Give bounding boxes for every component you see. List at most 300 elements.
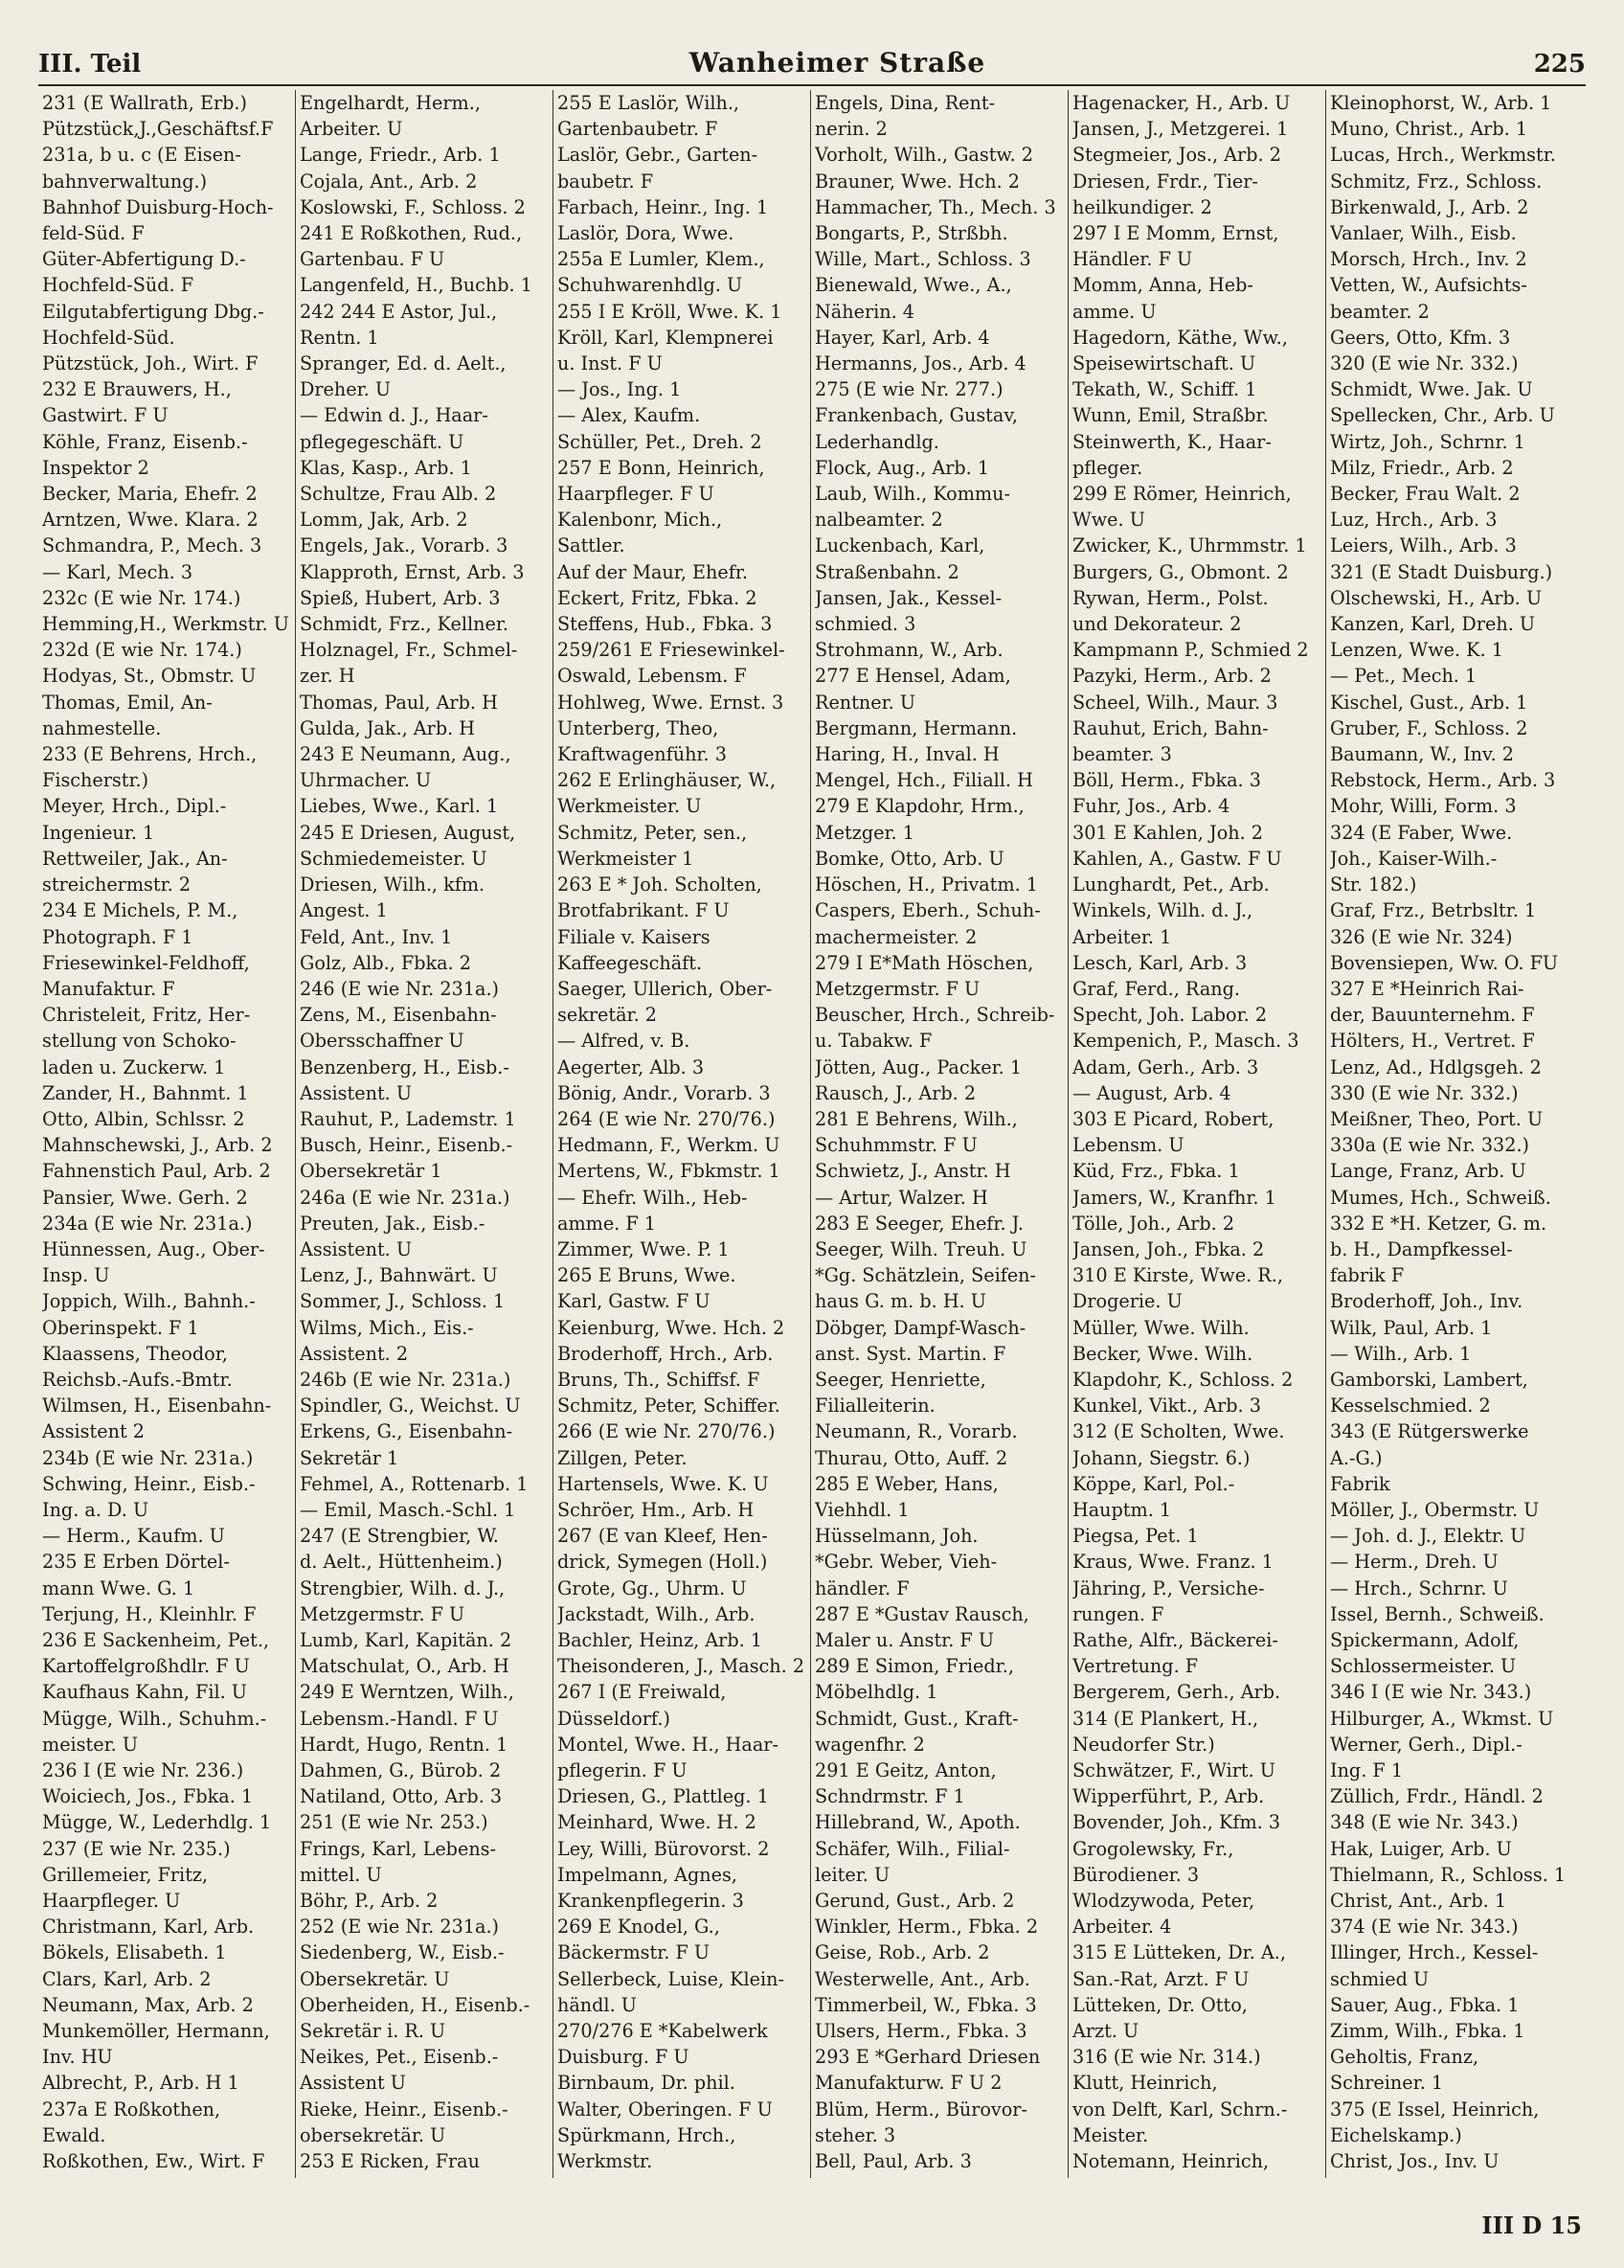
- directory-entry: Düsseldorf.): [557, 1707, 670, 1730]
- directory-entry: Siedenberg, W., Eisb.-: [300, 1941, 505, 1964]
- directory-entry: Lederhandlg.: [815, 430, 939, 453]
- directory-entry: Mumes, Hch., Schweiß.: [1330, 1186, 1551, 1209]
- directory-entry: Drogerie. U: [1072, 1290, 1183, 1313]
- directory-entry: — Hrch., Schrnr. U: [1330, 1576, 1508, 1599]
- directory-entry: d. Aelt., Hüttenheim.): [300, 1551, 503, 1574]
- directory-entry: Momm, Anna, Heb-: [1072, 274, 1253, 297]
- directory-entry: streichermstr. 2: [42, 873, 192, 896]
- directory-entry: Rieke, Heinr., Eisenb.-: [300, 2098, 508, 2121]
- directory-entry: Karl, Gastw. F U: [557, 1290, 710, 1313]
- directory-entry: Geers, Otto, Kfm. 3: [1330, 326, 1511, 349]
- directory-entry: Bahnhof Duisburg-Hoch-: [42, 195, 274, 218]
- directory-entry: Christ, Ant., Arb. 1: [1330, 1890, 1507, 1913]
- directory-entry: Lunghardt, Pet., Arb.: [1072, 873, 1270, 896]
- directory-entry: Seeger, Henriette,: [815, 1368, 986, 1391]
- directory-entry: nahmestelle.: [42, 716, 162, 739]
- directory-entry: Bürodiener. 3: [1072, 1863, 1200, 1886]
- directory-entry: Tölle, Joh., Arb. 2: [1072, 1212, 1235, 1235]
- directory-entry: Werner, Gerh., Dipl.-: [1330, 1733, 1522, 1756]
- directory-entry: Werkmstr.: [557, 2150, 653, 2173]
- directory-entry: 231 (E Wallrath, Erb.): [42, 92, 248, 114]
- directory-entry: Rathe, Alfr., Bäckerei-: [1072, 1628, 1278, 1651]
- directory-entry: Sellerbeck, Luise, Klein-: [557, 1967, 784, 1990]
- directory-entry: Holznagel, Fr., Schmel-: [300, 639, 518, 662]
- directory-entry: Fischerstr.): [42, 769, 149, 792]
- directory-entry: Frankenbach, Gustav,: [815, 404, 1018, 427]
- directory-entry: 237a E Roßkothen,: [42, 2098, 221, 2121]
- directory-entry: Fehmel, A., Rottenarb. 1: [300, 1472, 529, 1495]
- directory-entry: Hohlweg, Wwe. Ernst. 3: [557, 691, 784, 714]
- directory-entry: Schmitz, Peter, sen.,: [557, 821, 748, 844]
- directory-entry: u. Tabakw. F: [815, 1030, 933, 1053]
- directory-entry: Mengel, Hch., Filiall. H: [815, 769, 1033, 792]
- directory-entry: [1330, 2174, 1579, 2178]
- directory-entry: Spickermann, Adolf,: [1330, 1628, 1520, 1651]
- directory-entry: Becker, Wwe. Wilh.: [1072, 1342, 1253, 1365]
- directory-entry: Brauner, Wwe. Hch. 2: [815, 170, 1020, 193]
- directory-entry: 269 E Knodel, G.,: [557, 1916, 720, 1939]
- directory-entry: Rentner. U: [815, 691, 916, 714]
- directory-entry: Vanlaer, Wilh., Eisb.: [1330, 222, 1517, 245]
- directory-entry: Hilburger, A., Wkmst. U: [1330, 1707, 1554, 1730]
- directory-entry: Ing. F 1: [1330, 1759, 1404, 1781]
- directory-entry: Oswald, Lebensm. F: [557, 665, 747, 688]
- directory-entry: Hagedorn, Käthe, Ww.,: [1072, 326, 1288, 349]
- directory-entry: Kröll, Karl, Klempnerei: [557, 326, 774, 349]
- directory-entry: Lebensm. U: [1072, 1134, 1184, 1157]
- directory-entry: Bongarts, P., Strßbh.: [815, 222, 1008, 245]
- directory-entry: Winkels, Wilh. d. J.,: [1072, 899, 1253, 922]
- directory-entry: 246b (E wie Nr. 231a.): [300, 1368, 511, 1391]
- directory-entry: Sekretär i. R. U: [300, 2020, 446, 2043]
- directory-entry: Jansen, Joh., Fbka. 2: [1072, 1237, 1265, 1260]
- column-2: [296, 90, 553, 2178]
- directory-entry: Rywan, Herm., Polst.: [1072, 586, 1269, 609]
- directory-entry: Frings, Karl, Lebens-: [300, 1837, 497, 1860]
- directory-entry: Lenzen, Wwe. K. 1: [1330, 639, 1503, 662]
- directory-entry: — Alfred, v. B.: [557, 1030, 690, 1053]
- directory-entry: 275 (E wie Nr. 277.): [815, 378, 1004, 401]
- directory-entry: Meyer, Hrch., Dipl.-: [42, 795, 227, 818]
- directory-entry: Brotfabrikant. F U: [557, 899, 730, 922]
- directory-entry: Walter, Oberingen. F U: [557, 2098, 773, 2121]
- directory-entry: Zwicker, K., Uhrmmstr. 1: [1072, 534, 1307, 557]
- directory-entry: Kaffeegeschäft.: [557, 951, 703, 974]
- directory-entry: Schreiner. 1: [1330, 2072, 1444, 2095]
- directory-entry: Bökels, Elisabeth. 1: [42, 1941, 227, 1964]
- directory-entry: Tekath, W., Schiff. 1: [1072, 378, 1257, 401]
- directory-entry: Lesch, Karl, Arb. 3: [1072, 951, 1248, 974]
- directory-entry: Fahnenstich Paul, Arb. 2: [42, 1160, 271, 1183]
- directory-entry: heilkundiger. 2: [1072, 195, 1212, 218]
- directory-entry: Unterberg, Theo,: [557, 716, 719, 739]
- directory-entry: 316 (E wie Nr. 314.): [1072, 2046, 1261, 2069]
- directory-entry: Thomas, Emil, An-: [42, 691, 213, 714]
- directory-entry: Klutt, Heinrich,: [1072, 2072, 1218, 2095]
- directory-entry: 246a (E wie Nr. 231a.): [300, 1186, 510, 1209]
- directory-entry: Kampmann P., Schmied 2: [1072, 639, 1309, 662]
- directory-entry: Köhle, Franz, Eisenb.-: [42, 430, 248, 453]
- directory-entry: Bachler, Heinz, Arb. 1: [557, 1628, 763, 1651]
- directory-entry: Manufaktur. F: [42, 977, 175, 1000]
- directory-entry: Bovensiepen, Ww. O. FU: [1330, 951, 1559, 974]
- directory-entry: 265 E Bruns, Wwe.: [557, 1264, 736, 1287]
- directory-entry: Busch, Heinr., Eisenb.-: [300, 1134, 513, 1157]
- directory-entry: Vorholt, Wilh., Gastw. 2: [815, 144, 1033, 167]
- directory-entry: der, Bauunternehm. F: [1330, 1004, 1535, 1027]
- directory-entry: Meister.: [1072, 2123, 1149, 2146]
- directory-entry: haus G. m. b. H. U: [815, 1290, 986, 1313]
- directory-entry: Thurau, Otto, Auff. 2: [815, 1446, 1008, 1469]
- directory-entry: 255 I E Kröll, Wwe. K. 1: [557, 300, 782, 323]
- directory-entry: Güter-Abfertigung D.-: [42, 248, 246, 271]
- directory-entry: Theisonderen, J., Masch. 2: [557, 1655, 805, 1678]
- directory-entry: schmied. 3: [815, 613, 916, 636]
- directory-entry: Hüsselmann, Joh.: [815, 1525, 979, 1548]
- directory-entry: Hedmann, F., Werkm. U: [557, 1134, 780, 1157]
- directory-entry: Hak, Luiger, Arb. U: [1330, 1837, 1512, 1860]
- directory-entry: Engels, Jak., Vorarb. 3: [300, 534, 508, 557]
- directory-entry: 235 E Erben Dörtel-: [42, 1551, 230, 1574]
- directory-entry: Hodyas, St., Obmstr. U: [42, 665, 257, 688]
- directory-entry: Burgers, G., Obmont. 2: [1072, 560, 1289, 583]
- directory-entry: Kischel, Gust., Arb. 1: [1330, 691, 1528, 714]
- directory-entry: Sommer, J., Schloss. 1: [300, 1290, 506, 1313]
- directory-entry: mann Wwe. G. 1: [42, 1576, 195, 1599]
- directory-entry: Möller, J., Obermstr. U: [1330, 1498, 1540, 1521]
- column-4: [811, 90, 1069, 2178]
- directory-entry: Angest. 1: [300, 899, 388, 922]
- directory-entry: wagenfhr. 2: [815, 1733, 925, 1756]
- directory-entry: Rauhut, P., Lademstr. 1: [300, 1107, 516, 1130]
- directory-entry: Preuten, Jak., Eisb.-: [300, 1212, 485, 1235]
- directory-entry: 343 (E Rütgerswerke: [1330, 1420, 1529, 1443]
- directory-entry: 236 I (E wie Nr. 236.): [42, 1759, 244, 1781]
- directory-entry: Mügge, Wilh., Schuhm.-: [42, 1707, 267, 1730]
- directory-entry: 255a E Lumler, Klem.,: [557, 248, 765, 271]
- directory-entry: 245 E Driesen, August,: [300, 821, 516, 844]
- directory-entry: Christmann, Karl, Arb.: [42, 1916, 255, 1939]
- directory-entry: — Herm., Dreh. U: [1330, 1551, 1499, 1574]
- directory-entry: Christeleit, Fritz, Her-: [42, 1004, 251, 1027]
- directory-entry: Schmidt, Frz., Kellner.: [300, 613, 508, 636]
- directory-entry: 346 I (E wie Nr. 343.): [1330, 1681, 1532, 1704]
- directory-entry: Benzenberg, H., Eisb.-: [300, 1055, 509, 1078]
- directory-entry: — Edwin d. J., Haar-: [300, 404, 488, 427]
- directory-entry: 242 244 E Astor, Jul.,: [300, 300, 498, 323]
- directory-entry: Jansen, Jak., Kessel-: [815, 586, 1003, 609]
- directory-entry: Bergerem, Gerh., Arb.: [1072, 1681, 1281, 1704]
- directory-entry: 231a, b u. c (E Eisen-: [42, 144, 241, 167]
- directory-entry: Schwietz, J., Anstr. H: [815, 1160, 1011, 1183]
- directory-entry: Notemann, Heinrich,: [1072, 2150, 1270, 2173]
- directory-entry: Pazyki, Herm., Arb. 2: [1072, 665, 1272, 688]
- directory-entry: Gamborski, Lambert,: [1330, 1368, 1528, 1391]
- directory-entry: Ewald.: [42, 2123, 106, 2146]
- directory-entry: Cojala, Ant., Arb. 2: [300, 170, 478, 193]
- directory-entry: Schuhwarenhdlg. U: [557, 274, 743, 297]
- directory-entry: fabrik F: [1330, 1264, 1405, 1287]
- directory-entry: [300, 2174, 548, 2178]
- directory-entry: Luz, Hrch., Arb. 3: [1330, 509, 1498, 532]
- directory-entry: 253 E Ricken, Frau: [300, 2150, 480, 2173]
- directory-entry: Stegmeier, Jos., Arb. 2: [1072, 144, 1281, 167]
- directory-entry: Westerwelle, Ant., Arb.: [815, 1967, 1030, 1990]
- directory-entry: Thielmann, R., Schloss. 1: [1330, 1863, 1567, 1886]
- directory-entry: Natiland, Otto, Arb. 3: [300, 1785, 503, 1808]
- directory-entry: Woiciech, Jos., Fbka. 1: [42, 1785, 254, 1808]
- directory-entry: Joppich, Wilh., Bahnh.-: [42, 1290, 256, 1313]
- directory-entry: Werkmeister 1: [557, 847, 694, 870]
- directory-entry: Köppe, Karl, Pol.-: [1072, 1472, 1235, 1495]
- directory-entry: Rauhut, Erich, Bahn-: [1072, 716, 1269, 739]
- part-label: III. Teil: [38, 50, 142, 79]
- directory-entry: 301 E Kahlen, Joh. 2: [1072, 821, 1264, 844]
- directory-entry: 279 I E*Math Höschen,: [815, 951, 1034, 974]
- directory-entry: Illinger, Hrch., Kessel-: [1330, 1941, 1539, 1964]
- directory-entry: — Artur, Walzer. H: [815, 1186, 988, 1209]
- directory-entry: Vetten, W., Aufsichts-: [1330, 274, 1527, 297]
- directory-entry: Joh., Kaiser-Wilh.-: [1330, 847, 1498, 870]
- directory-entry: Metzgermstr. F U: [815, 977, 981, 1000]
- column-6: [1326, 90, 1584, 2178]
- directory-entry: 285 E Weber, Hans,: [815, 1472, 999, 1495]
- directory-entry: Inv. HU: [42, 2046, 113, 2069]
- directory-entry: Zillgen, Peter.: [557, 1446, 688, 1469]
- directory-entry: Kunkel, Vikt., Arb. 3: [1072, 1395, 1261, 1418]
- directory-entry: Ulsers, Herm., Fbka. 3: [815, 2020, 1027, 2043]
- directory-entry: 375 (E Issel, Heinrich,: [1330, 2098, 1540, 2121]
- directory-entry: Scheel, Wilh., Maur. 3: [1072, 691, 1278, 714]
- directory-entry: u. Inst. F U: [557, 352, 663, 375]
- directory-entry: Maler u. Anstr. F U: [815, 1628, 995, 1651]
- directory-entry: zer. H: [300, 665, 355, 688]
- directory-entry: 267 (E van Kleef, Hen-: [557, 1525, 768, 1548]
- directory-entry: Wilmsen, H., Eisenbahn-: [42, 1395, 272, 1418]
- directory-entry: Viehhdl. 1: [815, 1498, 910, 1521]
- directory-entry: 277 E Hensel, Adam,: [815, 665, 1011, 688]
- directory-entry: Zander, H., Bahnmt. 1: [42, 1081, 249, 1104]
- directory-entry: San.-Rat, Arzt. F U: [1072, 1967, 1250, 1990]
- directory-entry: Ing. a. D. U: [42, 1498, 149, 1521]
- directory-entry: Fabrik: [1330, 1472, 1390, 1495]
- directory-entry: Neumann, R., Vorarb.: [815, 1420, 1018, 1443]
- directory-entry: Eichelskamp.): [1330, 2123, 1462, 2146]
- directory-entry: Kesselschmied. 2: [1330, 1395, 1491, 1418]
- directory-entry: Seeger, Wilh. Treuh. U: [815, 1237, 1027, 1260]
- directory-entry: Bönig, Andr., Vorarb. 3: [557, 1081, 771, 1104]
- directory-entry: — Ehefr. Wilh., Heb-: [557, 1186, 748, 1209]
- directory-entry: Dahmen, G., Bürob. 2: [300, 1759, 502, 1781]
- directory-entry: Piegsa, Pet. 1: [1072, 1525, 1199, 1548]
- directory-entry: Hillebrand, W., Apoth.: [815, 1811, 1021, 1834]
- directory-entry: Liebes, Wwe., Karl. 1: [300, 795, 499, 818]
- directory-entry: Rentn. 1: [300, 326, 379, 349]
- directory-entry: Kalenbonr, Mich.,: [557, 509, 723, 532]
- directory-entry: [557, 2174, 805, 2178]
- directory-entry: Schröer, Hm., Arb. H: [557, 1498, 755, 1521]
- directory-entry: Rebstock, Herm., Arb. 3: [1330, 769, 1556, 792]
- directory-entry: Auf der Maur, Ehefr.: [557, 560, 749, 583]
- directory-entry: Hayer, Karl, Arb. 4: [815, 326, 990, 349]
- directory-entry: 255 E Laslör, Wilh.,: [557, 92, 740, 114]
- directory-entry: Roßkothen, Ew., Wirt. F: [42, 2150, 265, 2173]
- directory-entry: 232c (E wie Nr. 174.): [42, 586, 241, 609]
- directory-entry: beamter. 2: [1330, 300, 1430, 323]
- directory-entry: 283 E Seeger, Ehefr. J.: [815, 1212, 1024, 1235]
- directory-entry: Gulda, Jak., Arb. H: [300, 716, 476, 739]
- directory-entry: Mertens, W., Fbkmstr. 1: [557, 1160, 780, 1183]
- directory-entry: Hardt, Hugo, Rentn. 1: [300, 1733, 508, 1756]
- directory-entry: Kraftwagenführ. 3: [557, 743, 727, 766]
- directory-entry: Driesen, G., Plattleg. 1: [557, 1785, 769, 1808]
- directory-entry: Filiale v. Kaisers: [557, 925, 710, 948]
- directory-entry: Lütteken, Dr. Otto,: [1072, 1993, 1248, 2016]
- directory-columns: [38, 90, 1586, 2178]
- directory-entry: Oberheiden, H., Eisenb.-: [300, 1993, 530, 2016]
- directory-entry: mittel. U: [300, 1863, 382, 1886]
- directory-entry: Schmiedemeister. U: [300, 847, 487, 870]
- directory-entry: Assistent. U: [300, 1237, 413, 1260]
- directory-entry: Golz, Alb., Fbka. 2: [300, 951, 471, 974]
- directory-entry: 243 E Neumann, Aug.,: [300, 743, 511, 766]
- directory-entry: 374 (E wie Nr. 343.): [1330, 1916, 1519, 1939]
- directory-entry: 321 (E Stadt Duisburg.): [1330, 560, 1553, 583]
- directory-entry: Laub, Wilh., Kommu-: [815, 483, 1010, 506]
- directory-entry: 234b (E wie Nr. 231a.): [42, 1446, 254, 1469]
- directory-entry: Driesen, Wilh., kfm.: [300, 873, 485, 896]
- directory-entry: 291 E Geitz, Anton,: [815, 1759, 997, 1781]
- directory-entry: Müller, Wwe. Wilh.: [1072, 1316, 1250, 1339]
- directory-entry: steher. 3: [815, 2123, 896, 2146]
- directory-entry: Werkmeister. U: [557, 795, 702, 818]
- directory-entry: — Herm., Kaufm. U: [42, 1525, 225, 1548]
- directory-entry: Steinwerth, K., Haar-: [1072, 430, 1272, 453]
- directory-entry: Hammacher, Th., Mech. 3: [815, 195, 1056, 218]
- directory-entry: Timmerbeil, W., Fbka. 3: [815, 1993, 1037, 2016]
- directory-entry: Dreher. U: [300, 378, 392, 401]
- directory-entry: Bovender, Joh., Kfm. 3: [1072, 1811, 1281, 1834]
- directory-entry: Gruber, F., Schloss. 2: [1330, 716, 1528, 739]
- directory-entry: — Wilh., Arb. 1: [1330, 1342, 1472, 1365]
- directory-entry: rungen. F: [1072, 1602, 1164, 1625]
- directory-entry: Döbger, Dampf-Wasch-: [815, 1316, 1026, 1339]
- directory-entry: Christ, Jos., Inv. U: [1330, 2150, 1500, 2173]
- directory-entry: 237 (E wie Nr. 235.): [42, 1837, 231, 1860]
- directory-entry: Zimm, Wilh., Fbka. 1: [1330, 2020, 1525, 2043]
- directory-entry: nalbeamter. 2: [815, 509, 943, 532]
- directory-entry: Händler. F U: [1072, 248, 1193, 271]
- directory-entry: Saeger, Ullerich, Ober-: [557, 977, 773, 1000]
- directory-entry: Möbelhdlg. 1: [815, 1681, 938, 1704]
- page-footer: III D 15: [1481, 2211, 1582, 2239]
- directory-entry: b. H., Dampfkessel-: [1330, 1237, 1513, 1260]
- directory-entry: Kraus, Wwe. Franz. 1: [1072, 1551, 1274, 1574]
- directory-entry: Langenfeld, H., Buchb. 1: [300, 274, 532, 297]
- directory-entry: Bomke, Otto, Arb. U: [815, 847, 1004, 870]
- directory-entry: Neikes, Pet., Eisenb.-: [300, 2046, 499, 2069]
- directory-entry: 314 (E Plankert, H.,: [1072, 1707, 1259, 1730]
- directory-entry: leiter. U: [815, 1863, 891, 1886]
- directory-entry: Meinhard, Wwe. H. 2: [557, 1811, 756, 1834]
- directory-entry: [42, 2174, 290, 2178]
- directory-entry: 348 (E wie Nr. 343.): [1330, 1811, 1519, 1834]
- directory-entry: Blüm, Herm., Bürovor-: [815, 2098, 1027, 2121]
- directory-entry: Assistent 2: [42, 1420, 145, 1443]
- directory-entry: Luckenbach, Karl,: [815, 534, 985, 557]
- directory-entry: Muno, Christ., Arb. 1: [1330, 118, 1528, 141]
- directory-entry: Klapdohr, K., Schloss. 2: [1072, 1368, 1294, 1391]
- directory-entry: Hermanns, Jos., Arb. 4: [815, 352, 1026, 375]
- directory-entry: Terjung, H., Kleinhlr. F: [42, 1602, 257, 1625]
- directory-entry: Assistent U: [300, 2072, 406, 2095]
- directory-entry: Hölters, H., Vertret. F: [1330, 1030, 1535, 1053]
- column-3: [553, 90, 811, 2178]
- directory-entry: laden u. Zuckerw. 1: [42, 1055, 226, 1078]
- directory-entry: Kempenich, P., Masch. 3: [1072, 1030, 1299, 1053]
- directory-entry: Uhrmacher. U: [300, 769, 432, 792]
- directory-entry: Klaassens, Theodor,: [42, 1342, 228, 1365]
- directory-entry: Adam, Gerh., Arb. 3: [1072, 1055, 1259, 1078]
- directory-entry: Lange, Friedr., Arb. 1: [300, 144, 501, 167]
- directory-entry: Bäckermstr. F U: [557, 1941, 710, 1964]
- directory-entry: Arbeiter. 1: [1072, 925, 1172, 948]
- directory-entry: Wilk, Paul, Arb. 1: [1330, 1316, 1493, 1339]
- directory-entry: 279 E Klapdohr, Hrm.,: [815, 795, 1025, 818]
- directory-entry: Haring, H., Inval. H: [815, 743, 1000, 766]
- directory-entry: Klapproth, Ernst, Arb. 3: [300, 560, 525, 583]
- directory-entry: 262 E Erlinghäuser, W.,: [557, 769, 777, 792]
- directory-entry: *Gg. Schätzlein, Seifen-: [815, 1264, 1037, 1287]
- directory-entry: Schwing, Heinr., Eisb.-: [42, 1472, 256, 1495]
- directory-entry: Mohr, Willi, Form. 3: [1330, 795, 1517, 818]
- directory-entry: Erkens, G., Eisenbahn-: [300, 1420, 513, 1443]
- directory-entry: Lucas, Hrch., Werkmstr.: [1330, 144, 1556, 167]
- directory-entry: machermeister. 2: [815, 925, 978, 948]
- directory-entry: 324 (E Faber, Wwe.: [1330, 821, 1513, 844]
- directory-entry: Str. 182.): [1330, 873, 1417, 896]
- directory-entry: Jansen, J., Metzgerei. 1: [1072, 118, 1289, 141]
- directory-entry: Feld, Ant., Inv. 1: [300, 925, 453, 948]
- directory-entry: Spürkmann, Hrch.,: [557, 2123, 736, 2146]
- directory-entry: Otto, Albin, Schlssr. 2: [42, 1107, 245, 1130]
- directory-entry: Lange, Franz, Arb. U: [1330, 1160, 1526, 1183]
- directory-entry: Züllich, Frdr., Händl. 2: [1330, 1785, 1544, 1808]
- directory-entry: Kanzen, Karl, Dreh. U: [1330, 613, 1536, 636]
- directory-entry: 330a (E wie Nr. 332.): [1330, 1134, 1530, 1157]
- directory-entry: Krankenpflegerin. 3: [557, 1890, 744, 1913]
- directory-entry: Koslowski, F., Schloss. 2: [300, 195, 526, 218]
- directory-entry: — August, Arb. 4: [1072, 1081, 1231, 1104]
- directory-entry: Hochfeld-Süd. F: [42, 274, 194, 297]
- directory-entry: Arzt. U: [1072, 2020, 1139, 2043]
- directory-entry: — Alex, Kaufm.: [557, 404, 701, 427]
- directory-entry: Speisewirtschaft. U: [1072, 352, 1256, 375]
- directory-entry: 257 E Bonn, Heinrich,: [557, 456, 765, 479]
- directory-entry: Hemming,H., Werkmstr. U: [42, 613, 289, 636]
- directory-entry: Caspers, Eberh., Schuh-: [815, 899, 1041, 922]
- directory-entry: Zimmer, Wwe. P. 1: [557, 1237, 730, 1260]
- directory-entry: Flock, Aug., Arb. 1: [815, 456, 990, 479]
- directory-entry: Baumann, W., Inv. 2: [1330, 743, 1515, 766]
- directory-entry: Inspektor 2: [42, 456, 149, 479]
- directory-entry: 287 E *Gustav Rausch,: [815, 1602, 1029, 1625]
- directory-entry: Driesen, Frdr., Tier-: [1072, 170, 1258, 193]
- directory-entry: von Delft, Karl, Schrn.-: [1072, 2098, 1288, 2121]
- directory-entry: Klas, Kasp., Arb. 1: [300, 456, 472, 479]
- directory-entry: pfleger.: [1072, 456, 1143, 479]
- directory-entry: schmied U: [1330, 1967, 1430, 1990]
